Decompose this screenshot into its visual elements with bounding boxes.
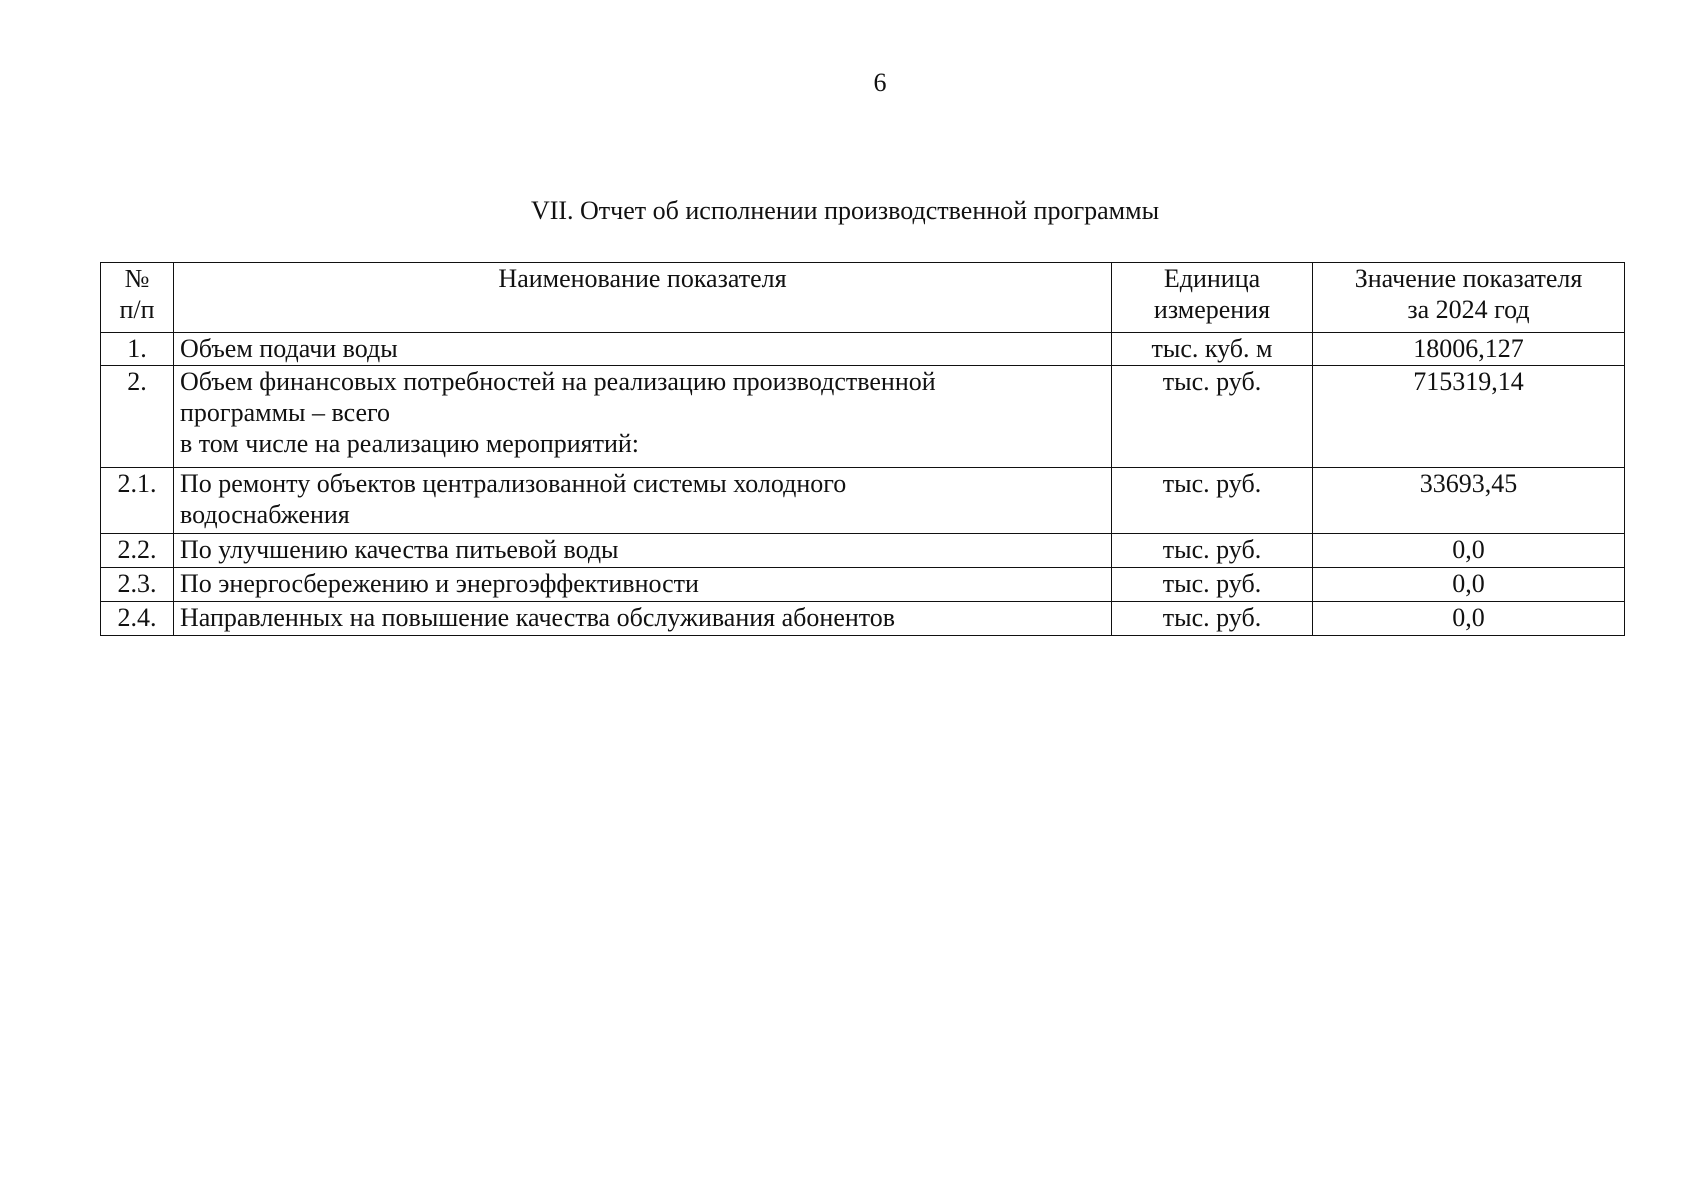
header-unit xyxy=(1112,263,1313,333)
row-unit: тыс. руб. xyxy=(1112,568,1313,602)
row-indicator-name xyxy=(174,534,1112,568)
table-row xyxy=(101,333,1625,366)
row-value: 33693,45 xyxy=(1313,468,1625,534)
row-name-line: программы – всего xyxy=(180,398,391,428)
row-number: 2.2. xyxy=(101,534,174,568)
header-indicator-name: Наименование показателя xyxy=(174,263,1112,333)
row-unit: тыс. руб. xyxy=(1112,468,1313,534)
row-value: 0,0 xyxy=(1313,534,1625,568)
header-value-line2: за 2024 год xyxy=(1407,295,1530,325)
production-program-report-table xyxy=(100,262,1625,636)
row-value: 715319,14 xyxy=(1313,366,1625,468)
row-indicator-name xyxy=(174,468,1112,534)
row-number: 2. xyxy=(101,366,174,468)
table-row xyxy=(101,534,1625,568)
table-header-row xyxy=(101,263,1625,333)
row-name-line: По энергосбережению и энергоэффективности xyxy=(180,569,699,598)
row-indicator-name xyxy=(174,366,1112,468)
page-number: 6 xyxy=(873,68,887,97)
row-number: 2.4. xyxy=(101,602,174,636)
row-indicator-name xyxy=(174,568,1112,602)
table-row xyxy=(101,602,1625,636)
table-row xyxy=(101,568,1625,602)
row-name-line: По ремонту объектов централизованной системы холодного xyxy=(180,469,847,498)
row-unit: тыс. руб. xyxy=(1112,534,1313,568)
row-name-line: водоснабжения xyxy=(180,500,350,530)
header-value-line1: Значение показателя xyxy=(1354,264,1583,293)
row-indicator-name xyxy=(174,333,1112,366)
row-name-line: в том числе на реализацию мероприятий: xyxy=(180,429,640,459)
row-value: 18006,127 xyxy=(1313,333,1625,366)
row-indicator-name xyxy=(174,602,1112,636)
table-row xyxy=(101,366,1625,468)
row-unit: тыс. руб. xyxy=(1112,366,1313,468)
section-title: VII. Отчет об исполнении производственной программы xyxy=(530,196,1160,225)
header-number-line2: п/п xyxy=(119,295,155,325)
row-unit: тыс. куб. м xyxy=(1112,333,1313,366)
row-name-line: По улучшению качества питьевой воды xyxy=(180,535,619,564)
row-number: 2.1. xyxy=(101,468,174,534)
header-unit-line2: измерения xyxy=(1153,295,1271,325)
row-value: 0,0 xyxy=(1313,602,1625,636)
row-number: 2.3. xyxy=(101,568,174,602)
header-value xyxy=(1313,263,1625,333)
row-value: 0,0 xyxy=(1313,568,1625,602)
row-name-line: Объем подачи воды xyxy=(180,334,398,363)
header-number-line1: № xyxy=(124,264,150,293)
header-unit-line1: Единица xyxy=(1163,264,1261,293)
header-number xyxy=(101,263,174,333)
row-name-line: Направленных на повышение качества обслуживания абонентов xyxy=(180,603,896,632)
table-row xyxy=(101,468,1625,534)
row-unit: тыс. руб. xyxy=(1112,602,1313,636)
row-number: 1. xyxy=(101,333,174,366)
row-name-line: Объем финансовых потребностей на реализацию производственной xyxy=(180,367,936,396)
